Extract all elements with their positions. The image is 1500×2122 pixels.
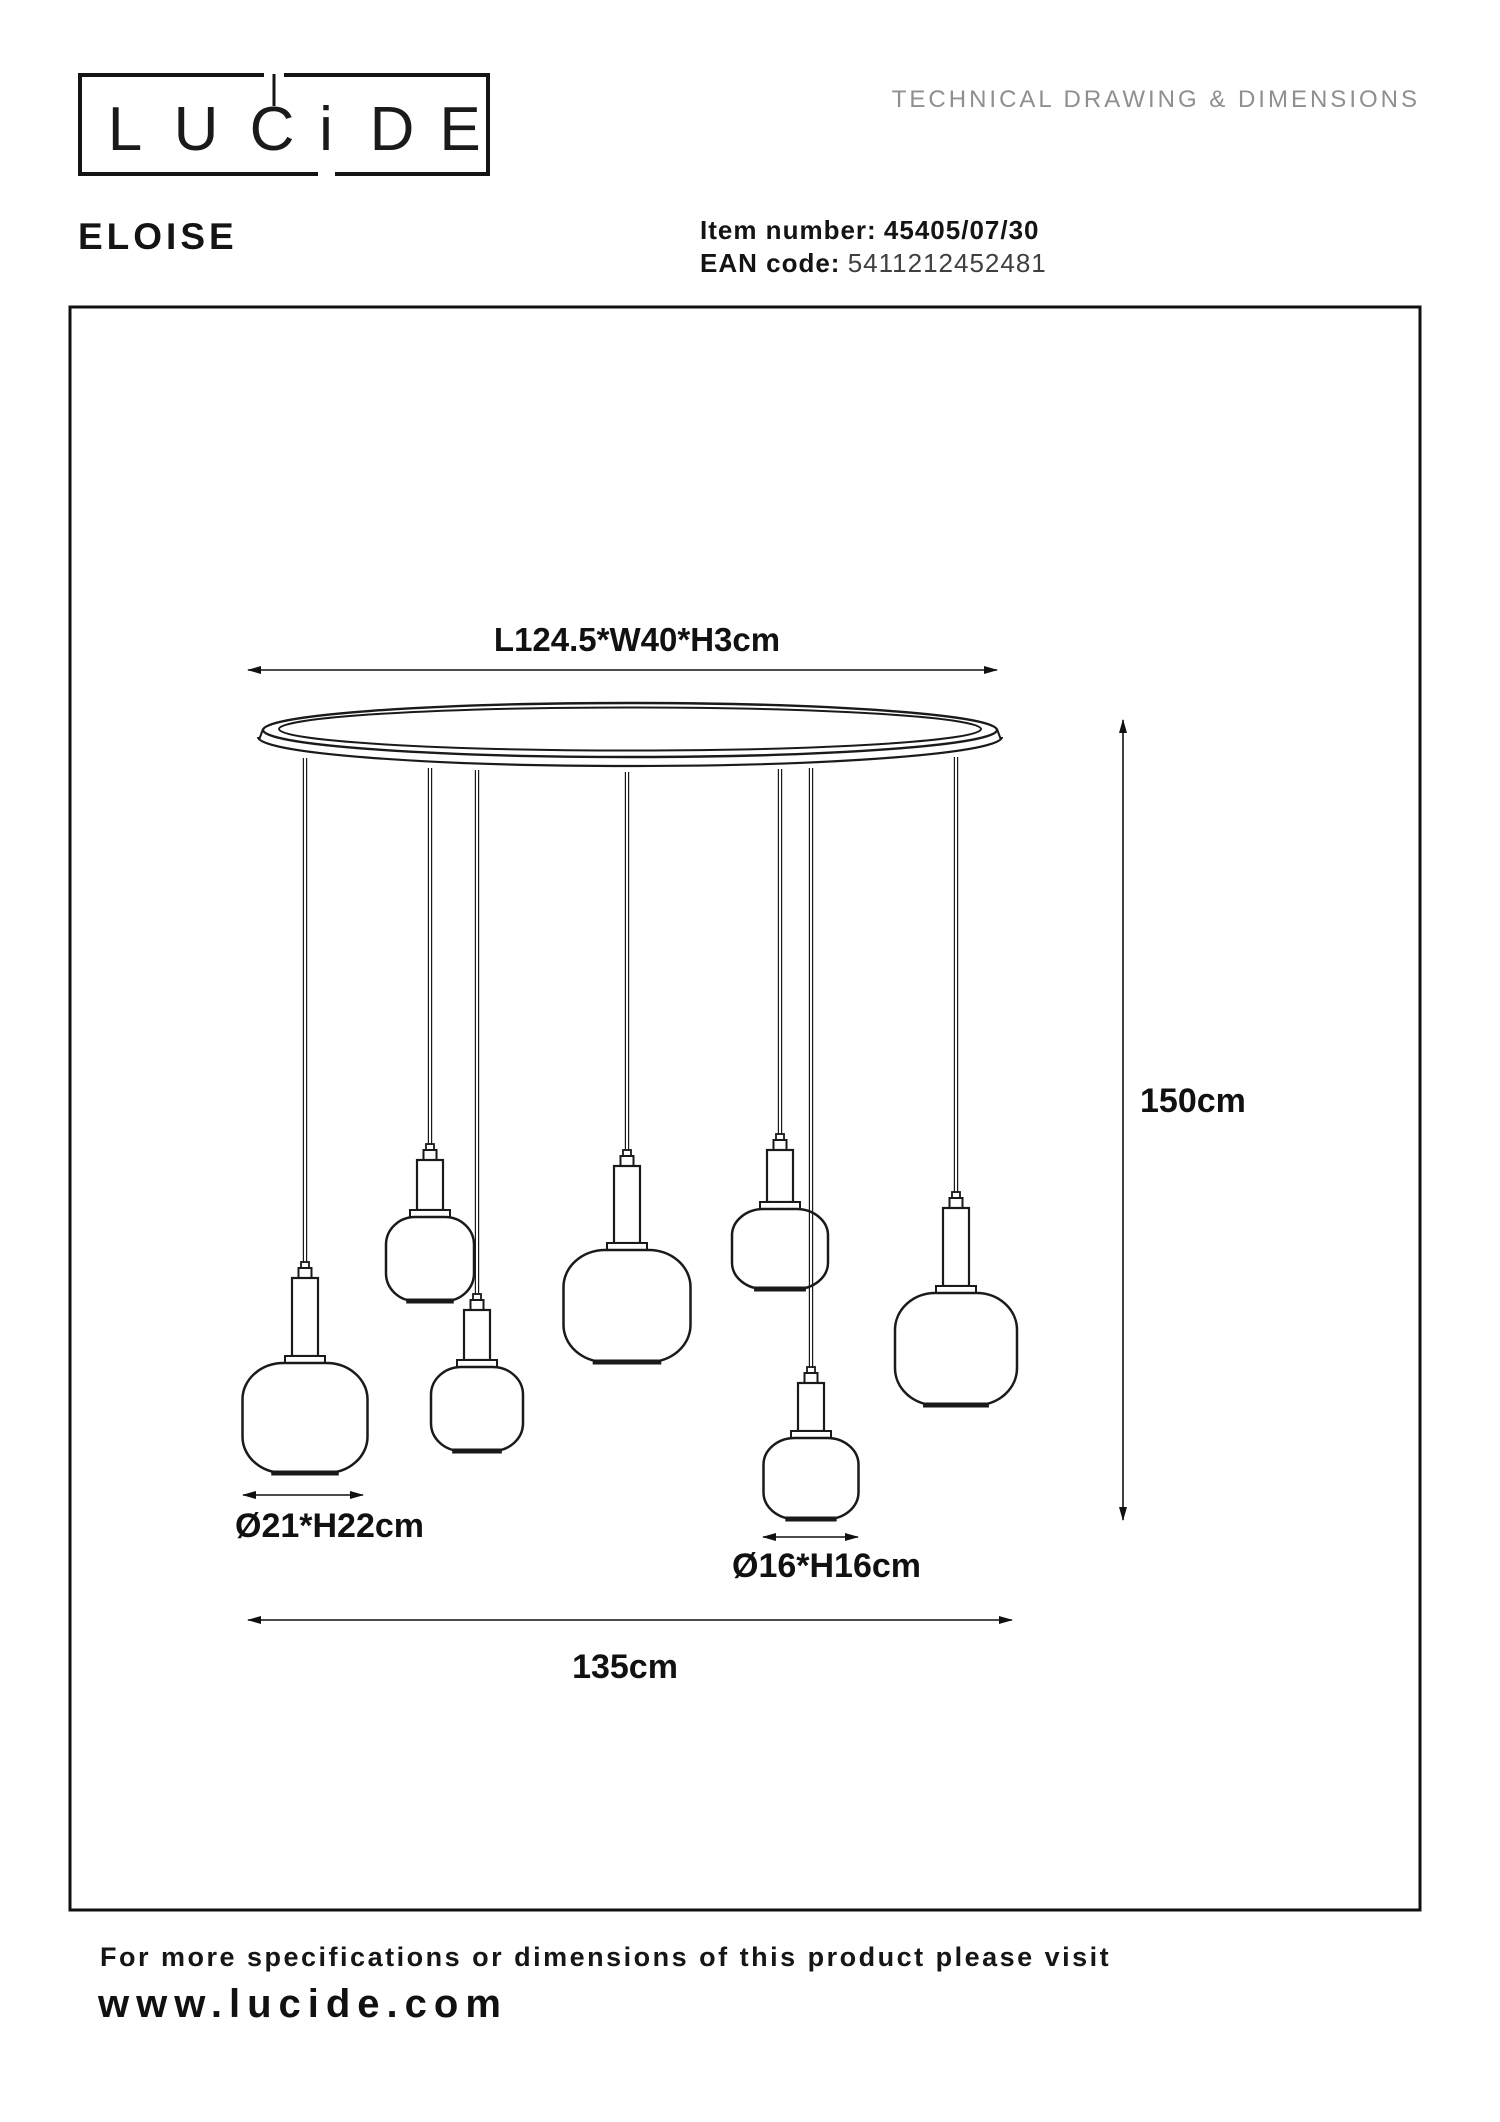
glass-shade — [243, 1363, 368, 1473]
canopy-outer-rim — [263, 703, 997, 757]
canopy — [258, 703, 1002, 766]
lamp-socket — [464, 1310, 490, 1360]
footer-note: For more specifications or dimensions of this product please visit — [100, 1942, 1112, 1972]
dim-label-height: 150cm — [1140, 1082, 1246, 1120]
cord-connector — [805, 1373, 818, 1383]
footer-website: www.lucide.com — [98, 1982, 508, 2026]
pendant-2 — [386, 1144, 474, 1301]
pendant-4 — [564, 1150, 691, 1362]
logo-letter: E — [439, 95, 481, 164]
cord-connector — [471, 1300, 484, 1310]
ean-value: 5411212452481 — [847, 248, 1047, 278]
glass-shade — [386, 1217, 474, 1301]
lamp-socket — [767, 1150, 793, 1202]
lamp-socket — [614, 1166, 640, 1243]
page-tagline: TECHNICAL DRAWING & DIMENSIONS — [891, 86, 1420, 113]
logo-letter: L — [107, 95, 143, 164]
glass-shade — [764, 1438, 859, 1519]
dim-label-total-width: 135cm — [572, 1648, 678, 1686]
pendant-1 — [243, 1262, 368, 1473]
logo-letter: i — [319, 95, 333, 164]
dim-label-large-shade: Ø21*H22cm — [235, 1507, 425, 1545]
logo-letter: D — [369, 95, 415, 164]
glass-shade — [431, 1367, 523, 1451]
cord-connector — [774, 1140, 787, 1150]
product-name: ELOISE — [78, 216, 238, 257]
pendant-cord-1 — [303, 758, 306, 1263]
pendant-cord-2 — [428, 768, 431, 1145]
pendant-5 — [732, 1134, 828, 1289]
pendant-6 — [764, 1367, 859, 1519]
logo-letter: U — [173, 95, 219, 164]
glass-shade — [895, 1293, 1017, 1405]
logo-letter: C — [249, 95, 295, 164]
ean-label: EAN code: — [700, 248, 841, 278]
pendants — [243, 1134, 1018, 1519]
pendant-cord-4 — [625, 772, 628, 1151]
cord-connector — [950, 1198, 963, 1208]
lamp-socket — [417, 1160, 443, 1210]
glass-shade — [732, 1209, 828, 1289]
cord-connector — [424, 1150, 437, 1160]
pendant-cord-7 — [954, 757, 957, 1193]
pendant-cord-5 — [778, 769, 781, 1135]
dim-label-canopy: L124.5*W40*H3cm — [493, 621, 781, 658]
pendant-3 — [431, 1294, 523, 1451]
item-number-label: Item number: — [700, 215, 877, 245]
pendant-cord-3 — [475, 770, 478, 1295]
dim-label-small-shade: Ø16*H16cm — [732, 1547, 922, 1585]
lamp-socket — [292, 1278, 318, 1356]
lamp-socket — [943, 1208, 969, 1286]
cord-connector — [299, 1268, 312, 1278]
lamp-socket — [798, 1383, 824, 1431]
pendant-7 — [895, 1192, 1017, 1405]
cord-connector — [621, 1156, 634, 1166]
glass-shade — [564, 1250, 691, 1362]
item-number-value: 45405/07/30 — [883, 215, 1040, 245]
